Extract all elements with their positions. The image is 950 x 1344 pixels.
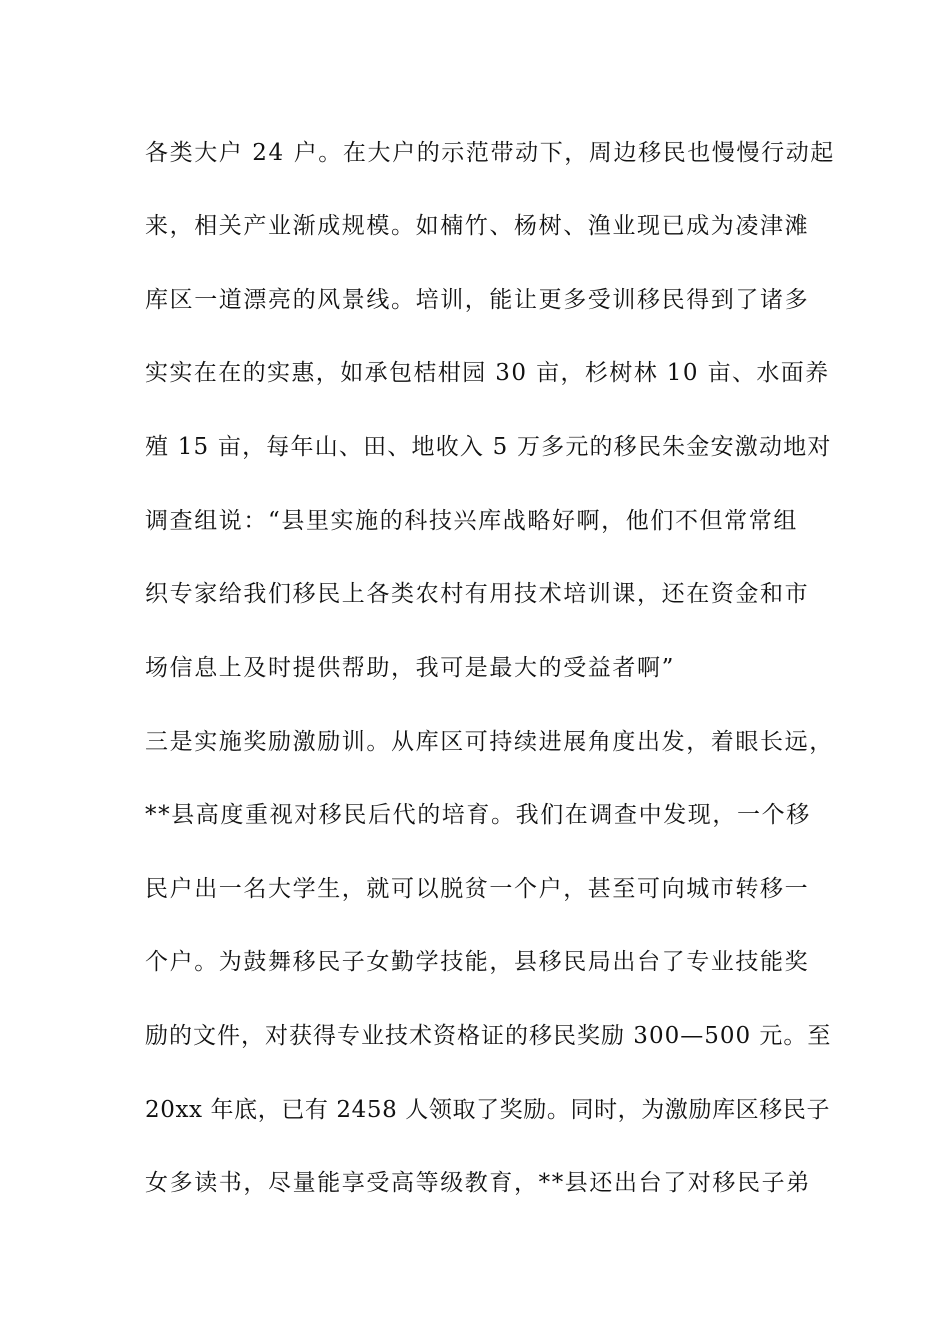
text-line-13: 励的文件，对获得专业技术资格证的移民奖励 300—500 元。至 (145, 1023, 832, 1049)
text-line-7: 织专家给我们移民上各类农村有用技术培训课，还在资金和市 (145, 581, 810, 607)
text-line-1: 各类大户 24 户。在大户的示范带动下，周边移民也慢慢行动起 (145, 140, 835, 166)
text-line-11: 民户出一名大学生，就可以脱贫一个户，甚至可向城市转移一 (145, 876, 810, 902)
text-line-10: **县高度重视对移民后代的培育。我们在调查中发现，一个移 (145, 802, 811, 828)
text-line-14: 20xx 年底，已有 2458 人领取了奖励。同时，为激励库区移民子 (145, 1097, 831, 1123)
text-line-2: 来，相关产业渐成规模。如楠竹、杨树、渔业现已成为凌津滩 (145, 213, 810, 239)
text-line-5: 殖 15 亩，每年山、田、地收入 5 万多元的移民朱金安激动地对 (145, 434, 832, 460)
text-line-9: 三是实施奖励激励训。从库区可持续进展角度出发，着眼长远， (145, 729, 834, 755)
text-line-8: 场信息上及时提供帮助，我可是最大的受益者啊” (145, 655, 675, 681)
text-line-3: 库区一道漂亮的风景线。培训，能让更多受训移民得到了诸多 (145, 287, 810, 313)
text-line-15: 女多读书，尽量能享受高等级教育，**县还出台了对移民子弟 (145, 1170, 811, 1196)
text-line-6: 调查组说：“县里实施的科技兴库战略好啊，他们不但常常组 (145, 508, 798, 534)
text-line-12: 个户。为鼓舞移民子女勤学技能，县移民局出台了专业技能奖 (145, 949, 810, 975)
text-line-4: 实实在在的实惠，如承包桔柑园 30 亩，杉树林 10 亩、水面养 (145, 360, 830, 386)
